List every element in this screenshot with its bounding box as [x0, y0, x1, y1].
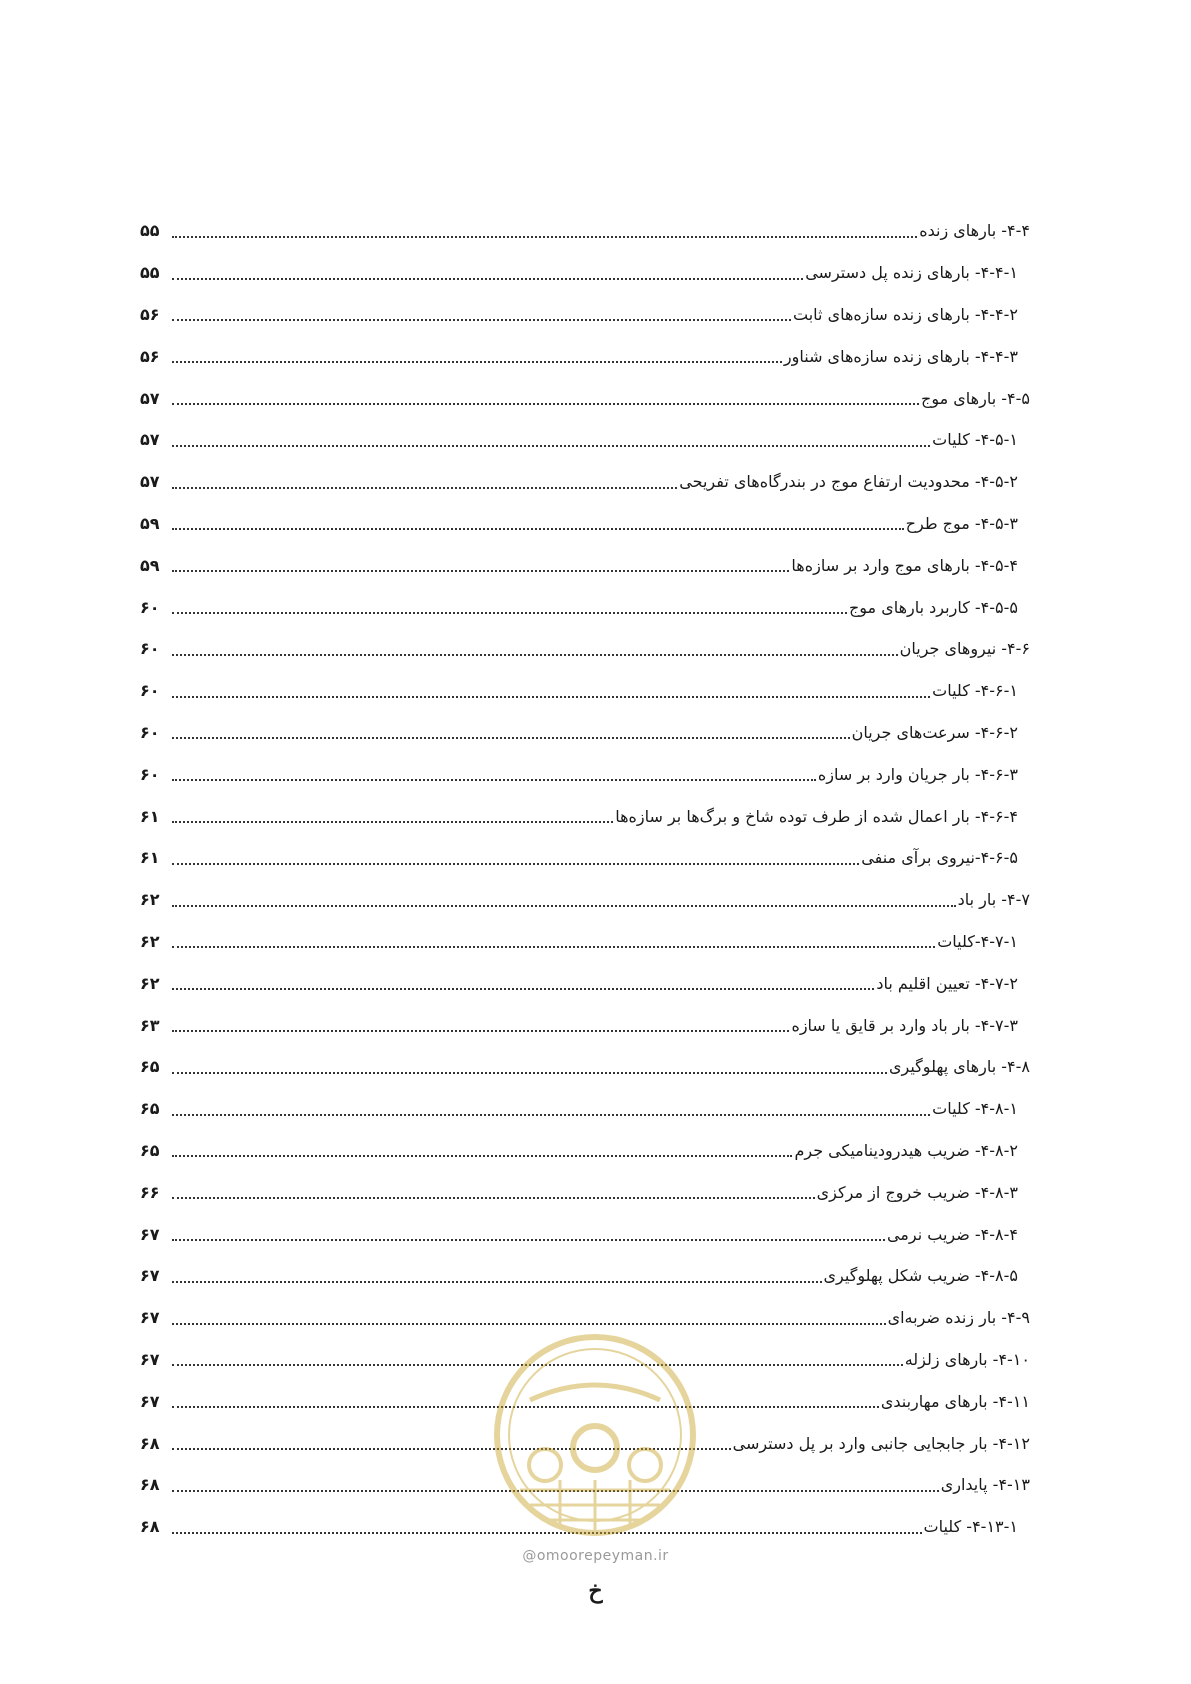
watermark-stamp-icon	[490, 1330, 700, 1540]
toc-entry[interactable]	[140, 586, 1030, 628]
toc-entry-title: ۴-۱۳- پایداری	[940, 1475, 1030, 1495]
toc-entry-title: ۴-۶-۲- سرعت‌های جریان	[851, 722, 1018, 742]
dot-leader	[172, 528, 904, 530]
toc-entry-title: ۴-۴-۲- بارهای زنده سازه‌های ثابت	[792, 304, 1018, 324]
toc-entry-title: ۴-۱۲- بار جابجایی جانبی وارد بر پل دسترسی	[732, 1433, 1030, 1453]
toc-entry-title: ۴-۵-۵- کاربرد بارهای موج	[848, 597, 1018, 617]
toc-entry-title: ۴-۶-۴- بار اعمال شده از طرف توده شاخ و برگ‌ها بر سازه‌ها	[615, 806, 1018, 826]
toc-entry-title: ۴-۵-۴- بارهای موج وارد بر سازه‌ها	[791, 555, 1018, 575]
dot-leader	[172, 821, 613, 823]
dot-leader	[172, 278, 803, 280]
toc-entry[interactable]	[140, 879, 1030, 921]
toc-entry-page: ۶۲	[140, 890, 160, 910]
toc-entry[interactable]	[140, 210, 1030, 252]
toc-entry[interactable]	[140, 294, 1030, 336]
toc-entry[interactable]	[140, 837, 1030, 879]
toc-entry-page: ۶۲	[140, 973, 160, 993]
toc-entry-page: ۶۸	[140, 1517, 160, 1537]
toc-entry-title: ۴-۷-۳- بار باد وارد بر قایق یا سازه	[791, 1015, 1018, 1035]
toc-entry-title: ۴-۱۱- بارهای مهاربندی	[880, 1391, 1030, 1411]
dot-leader	[172, 905, 956, 907]
toc-entry-page: ۶۵	[140, 1099, 160, 1119]
toc-entry-page: ۶۵	[140, 1057, 160, 1077]
toc-entry-page: ۵۷	[140, 472, 160, 492]
toc-entry-page: ۶۱	[140, 806, 160, 826]
toc-entry[interactable]	[140, 1213, 1030, 1255]
toc-entry[interactable]	[140, 377, 1030, 419]
toc-entry-title: ۴-۸- بارهای پهلوگیری	[889, 1057, 1030, 1077]
dot-leader	[172, 988, 874, 990]
toc-entry-page: ۶۰	[140, 639, 160, 659]
toc-entry-page: ۵۷	[140, 430, 160, 450]
toc-entry-page: ۵۶	[140, 346, 160, 366]
toc-entry-page: ۶۷	[140, 1224, 160, 1244]
dot-leader	[172, 403, 919, 405]
toc-entry[interactable]	[140, 252, 1030, 294]
dot-leader	[172, 1072, 887, 1074]
toc-entry-page: ۵۹	[140, 555, 160, 575]
toc-entry-title: ۴-۵-۲- محدودیت ارتفاع موج در بندرگاه‌های تفریحی	[679, 472, 1018, 492]
toc-entry-page: ۶۳	[140, 1015, 160, 1035]
toc-entry-page: ۶۰	[140, 764, 160, 784]
toc-entry-title: ۴-۶-۳- بار جریان وارد بر سازه	[817, 764, 1018, 784]
toc-entry[interactable]	[140, 1088, 1030, 1130]
dot-leader	[172, 737, 850, 739]
toc-entry[interactable]	[140, 670, 1030, 712]
toc-entry-title: ۴-۵- بارهای موج	[921, 388, 1030, 408]
toc-entry[interactable]	[140, 712, 1030, 754]
toc-entry-title: ۴-۸-۴- ضریب نرمی	[886, 1224, 1018, 1244]
dot-leader	[172, 1114, 930, 1116]
toc-entry[interactable]	[140, 795, 1030, 837]
dot-leader	[172, 361, 782, 363]
toc-entry[interactable]	[140, 1255, 1030, 1297]
toc-entry-title: ۴-۵-۳- موج طرح	[905, 513, 1018, 533]
toc-entry-title: ۴-۷-۱-کلیات	[937, 931, 1018, 951]
toc-entry-page: ۶۱	[140, 848, 160, 868]
dot-leader	[172, 1323, 886, 1325]
toc-entry[interactable]	[140, 503, 1030, 545]
toc-entry-title: ۴-۹- بار زنده ضربه‌ای	[887, 1308, 1030, 1328]
toc-entry-title: ۴-۸-۲- ضریب هیدرودینامیکی جرم	[794, 1140, 1018, 1160]
toc-entry[interactable]	[140, 1004, 1030, 1046]
toc-entry-title: ۴-۶- نیروهای جریان	[899, 639, 1030, 659]
toc-entry[interactable]	[140, 1046, 1030, 1088]
toc-entry-page: ۶۶	[140, 1182, 160, 1202]
dot-leader	[172, 779, 816, 781]
website-watermark: @omoorepeyman.ir	[522, 1548, 669, 1564]
toc-entry-title: ۴-۱۳-۱- کلیات	[923, 1517, 1018, 1537]
dot-leader	[172, 654, 898, 656]
dot-leader	[172, 570, 789, 572]
toc-entry[interactable]	[140, 544, 1030, 586]
dot-leader	[172, 1030, 789, 1032]
dot-leader	[172, 612, 847, 614]
toc-entry-title: ۴-۸-۱- کلیات	[932, 1099, 1018, 1119]
dot-leader	[172, 696, 930, 698]
toc-entry-page: ۶۸	[140, 1433, 160, 1453]
toc-entry-page: ۵۷	[140, 388, 160, 408]
toc-entry-title: ۴-۴-۳- بارهای زنده سازه‌های شناور	[783, 346, 1018, 366]
toc-entry-page: ۶۵	[140, 1140, 160, 1160]
toc-entry-page: ۵۵	[140, 263, 160, 283]
toc-entry-title: ۴-۶-۱- کلیات	[932, 681, 1018, 701]
toc-entry-page: ۵۹	[140, 513, 160, 533]
toc-entry-page: ۶۰	[140, 597, 160, 617]
toc-entry[interactable]	[140, 753, 1030, 795]
toc-entry[interactable]	[140, 962, 1030, 1004]
toc-entry-page: ۵۶	[140, 304, 160, 324]
page-number: خ	[588, 1578, 603, 1604]
toc-entry-title: ۴-۱۰- بارهای زلزله	[904, 1349, 1030, 1369]
toc-entry[interactable]	[140, 921, 1030, 963]
toc-entry-title: ۴-۷-۲- تعیین اقلیم باد	[876, 973, 1018, 993]
toc-entry-page: ۶۷	[140, 1391, 160, 1411]
toc-entry[interactable]	[140, 1171, 1030, 1213]
dot-leader	[172, 946, 935, 948]
dot-leader	[172, 236, 917, 238]
dot-leader	[172, 445, 930, 447]
toc-entry-title: ۴-۵-۱- کلیات	[932, 430, 1018, 450]
toc-entry-title: ۴-۴-۱- بارهای زنده پل دسترسی	[805, 263, 1018, 283]
dot-leader	[172, 1197, 815, 1199]
toc-entry-page: ۶۷	[140, 1308, 160, 1328]
toc-entry-page: ۶۸	[140, 1475, 160, 1495]
toc-entry[interactable]	[140, 335, 1030, 377]
toc-entry[interactable]	[140, 1130, 1030, 1172]
toc-entry-page: ۵۵	[140, 221, 160, 241]
toc-entry-page: ۶۷	[140, 1349, 160, 1369]
dot-leader	[172, 1239, 885, 1241]
dot-leader	[172, 1281, 822, 1283]
toc-entry-title: ۴-۶-۵-نیروی برآی منفی	[861, 848, 1018, 868]
toc-entry-page: ۶۷	[140, 1266, 160, 1286]
dot-leader	[172, 1155, 792, 1157]
dot-leader	[172, 487, 677, 489]
toc-entry-page: ۶۲	[140, 931, 160, 951]
toc-entry[interactable]	[140, 419, 1030, 461]
toc-entry-title: ۴-۸-۳- ضریب خروج از مرکزی	[816, 1182, 1018, 1202]
dot-leader	[172, 863, 859, 865]
toc-entry-page: ۶۰	[140, 722, 160, 742]
toc-entry-title: ۴-۸-۵- ضریب شکل پهلوگیری	[823, 1266, 1018, 1286]
dot-leader	[172, 319, 791, 321]
toc-entry-page: ۶۰	[140, 681, 160, 701]
toc-entry[interactable]	[140, 461, 1030, 503]
toc-entry-title: ۴-۷- بار باد	[957, 890, 1030, 910]
toc-entry-title: ۴-۴- بارهای زنده	[919, 221, 1030, 241]
toc-entry[interactable]	[140, 628, 1030, 670]
